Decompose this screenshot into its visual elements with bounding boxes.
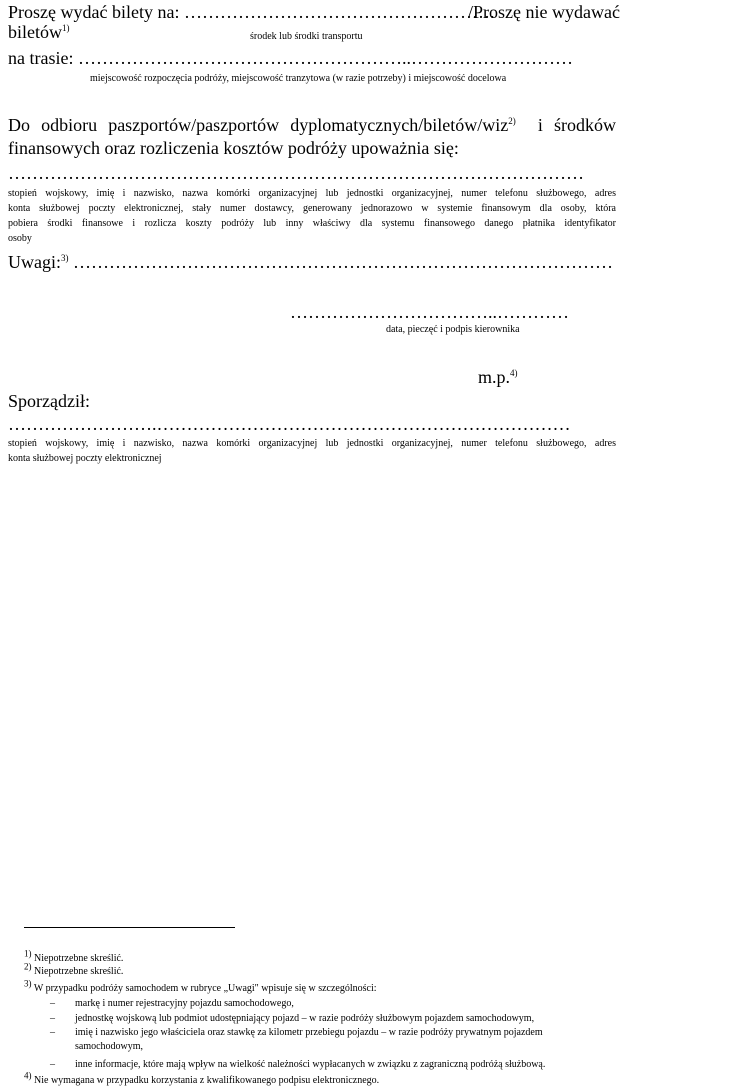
authorization-caption-4: osoby (8, 233, 32, 244)
tickets-word-line (8, 22, 70, 42)
authorization-end: i środków (537, 115, 617, 135)
route-line: na trasie: ………………………………………………..……………………… (8, 48, 573, 68)
stamp-place (478, 367, 518, 387)
footnote-ref-1: 1) (62, 23, 70, 33)
footnote-3 (24, 978, 377, 995)
footnote-3-dash-2: – (50, 1013, 55, 1024)
prepared-label: Sporządził: (8, 391, 90, 411)
footnote-3-item-1: markę i numer rejestracyjny pojazdu samochodowego, (75, 998, 294, 1009)
remarks-dots: ……………………………………………………………………………… (68, 252, 613, 272)
authorization-caption-3: pobiera środki finansowe i rozlicza koszty podróży lub inny właściwy dla systemu finansowego danego płatnika identyfikator (8, 218, 616, 229)
footnote-mark-4: 4) (24, 1070, 32, 1081)
no-tickets-text: /Proszę nie wydawać (468, 2, 620, 22)
footnote-1 (24, 948, 124, 965)
authorization-caption-2: konta służbowej poczty elektronicznej, stały numer dostawcy, generowany jednorazowo w systemie finansowym dla osoby, która (8, 203, 616, 214)
tickets-line (8, 2, 494, 22)
tickets-label: Proszę wydać bilety na: ……………………………………………. (8, 2, 495, 22)
authorization-line-2: finansowych oraz rozliczenia kosztów podróży upoważnia się: (8, 138, 459, 158)
footnote-3-item-2: jednostkę wojskową lub podmiot udostępniający pojazd – w razie podróży służbowym pojazdem samochodowym, (75, 1013, 535, 1024)
footnote-2 (24, 961, 124, 978)
tickets-word: biletów (8, 22, 62, 42)
signature-caption: data, pieczęć i podpis kierownika (386, 324, 520, 335)
footnote-mark-3: 3) (24, 978, 32, 989)
footnote-ref-3: 3) (61, 253, 69, 263)
footnote-3-dash-3: – (50, 1027, 55, 1038)
footnote-3-item-3a: imię i nazwisko jego właściciela oraz stawkę za kilometr przebiegu pojazdu – w razie podróży prywatnym pojazdem (75, 1027, 543, 1038)
remarks-line (8, 252, 613, 272)
prepared-dots: …………………….…………………………………………………………… (8, 414, 571, 434)
footnote-ref-4: 4) (510, 368, 518, 378)
authorization-text: Do odbioru paszportów/paszportów dyplomatycznych/biletów/wiz (8, 115, 509, 135)
prepared-caption-2: konta służbowej poczty elektronicznej (8, 453, 162, 464)
footnote-3-item-3b: samochodowym, (75, 1041, 144, 1052)
authorization-caption-1: stopień wojskowy, imię i nazwisko, nazwa komórki organizacyjnej lub jednostki organizacyjnej, numer telefonu służbowego, adres (8, 188, 616, 199)
footnote-3-item-4: inne informacje, które mają wpływ na wielkość należności wypłacanych w związku z zagraniczną podróżą służbową. (75, 1059, 546, 1070)
footnote-4 (24, 1070, 380, 1087)
stamp-label: m.p. (478, 367, 511, 387)
authorization-line-1 (8, 115, 616, 135)
authorization-dots: …………………………………………………………………………………… (8, 163, 584, 183)
footnote-mark-1: 1) (24, 948, 32, 959)
footnote-3-dash-1: – (50, 998, 55, 1009)
signature-dots: ……………………………..………… (290, 302, 569, 322)
footnote-3-text: W przypadku podróży samochodem w rubryce „Uwagi" wpisuje się w szczególności: (31, 983, 377, 994)
footnote-2-text: Niepotrzebne skreślić. (31, 966, 124, 977)
prepared-caption-1: stopień wojskowy, imię i nazwisko, nazwa komórki organizacyjnej lub jednostki organizacyjnej, numer telefonu służbowego, adres (8, 438, 616, 449)
footnote-1-text: Niepotrzebne skreślić. (31, 953, 124, 964)
footnote-4-text: Nie wymagana w przypadku korzystania z kwalifikowanego podpisu elektronicznego. (31, 1075, 380, 1086)
footnote-mark-2: 2) (24, 961, 32, 972)
footnote-separator (24, 927, 235, 928)
footnote-3-dash-4: – (50, 1059, 55, 1070)
footnote-ref-2: 2) (508, 116, 516, 126)
remarks-label: Uwagi: (8, 252, 61, 272)
route-caption: miejscowość rozpoczęcia podróży, miejscowość tranzytowa (w razie potrzeby) i miejscowość docelowa (90, 73, 507, 84)
transport-caption: środek lub środki transportu (250, 31, 363, 42)
